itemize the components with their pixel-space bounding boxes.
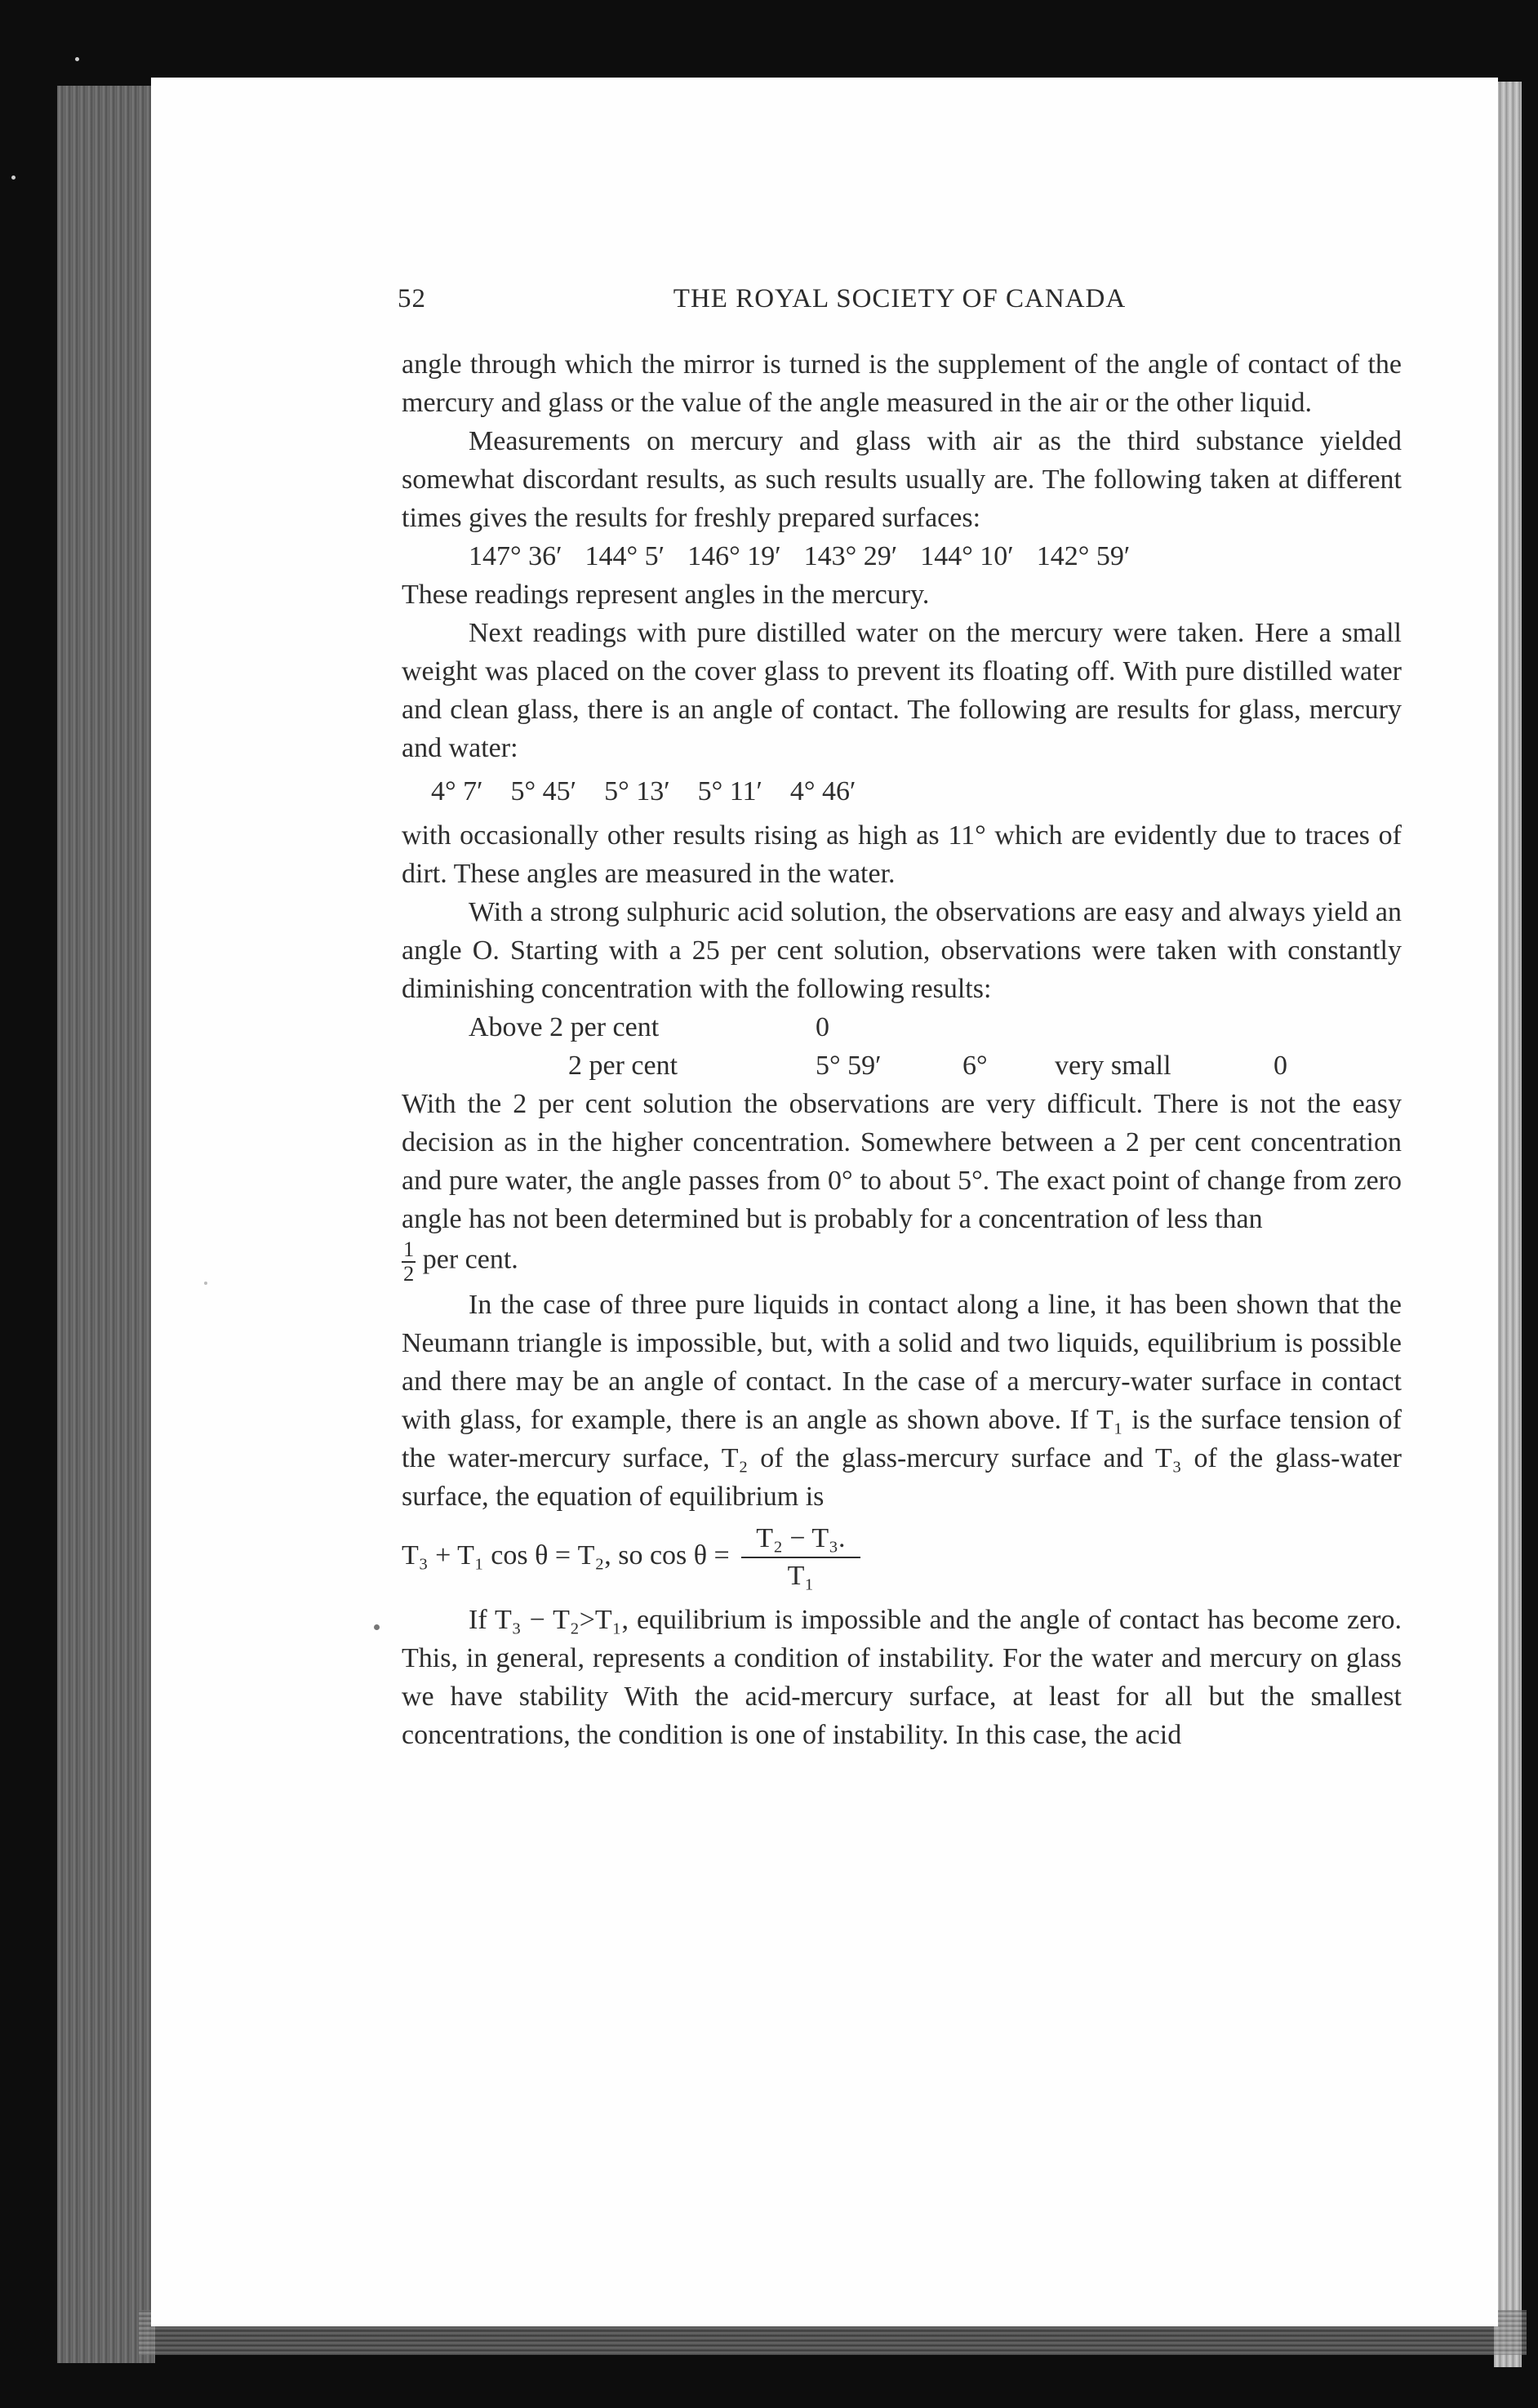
water-value: 5° 11′ bbox=[697, 776, 762, 806]
dust-speck bbox=[374, 1624, 380, 1630]
fraction-denominator: 2 bbox=[403, 1260, 415, 1286]
air-angle-values bbox=[402, 537, 1402, 575]
water-value: 4° 46′ bbox=[789, 776, 856, 806]
acid-row1-label: Above 2 per cent bbox=[469, 1012, 660, 1042]
paragraph-7-main: With the 2 per cent solution the observations are very difficult. There is not the easy decision as in the higher concentration. Somewhere between a 2 per cent concentration and pure water, the angle passes from 0° to about 5°. The exact point of change from zero angle has not been determined but is probably for a concentration of less than bbox=[402, 1089, 1402, 1234]
acid-row2-value-4: 0 bbox=[1274, 1051, 1287, 1081]
dust-speck bbox=[204, 1282, 207, 1285]
acid-row1-value: 0 bbox=[816, 1012, 829, 1042]
paragraph-8: In the case of three pure liquids in contact along a line, it has been shown that the Neumann triangle is impossible, but, with a solid and two liquids, equilibrium is possible and there may be an angle of contact. In the case of a mercury-water surface in contact with glass, for example, there is an angle as shown above. If T₁ is the surface tension of the water-mercury surface, T₂ of the glass-mercury surface and T₃ of the glass-water surface, the equation of equilibrium is bbox=[402, 1289, 1402, 1512]
water-angle-values bbox=[402, 767, 1402, 816]
equation-numerator: T₂ − T₃. bbox=[741, 1521, 860, 1558]
air-value: 143° 29′ bbox=[803, 541, 898, 571]
fraction-numerator: 1 bbox=[403, 1237, 415, 1261]
air-value: 147° 36′ bbox=[469, 541, 562, 571]
running-title: THE ROYAL SOCIETY OF CANADA bbox=[673, 284, 1127, 313]
equation-denominator: T₁ bbox=[787, 1560, 815, 1591]
water-value: 5° 45′ bbox=[510, 776, 577, 806]
water-value: 5° 13′ bbox=[604, 776, 670, 806]
scan-right-edge bbox=[1494, 82, 1522, 2367]
dust-speck bbox=[11, 175, 16, 180]
paragraph-1: angle through which the mirror is turned is the supplement of the angle of contact of the mercury and glass or the value of the angle measured in the air or the other liquid. bbox=[402, 349, 1402, 418]
air-value: 142° 59′ bbox=[1036, 541, 1131, 571]
acid-row2-label: 2 per cent bbox=[568, 1051, 678, 1081]
acid-results-table bbox=[402, 1008, 1402, 1085]
page-header bbox=[398, 284, 1402, 317]
page-number: 52 bbox=[398, 284, 426, 313]
paragraph-6: With a strong sulphuric acid solution, the observations are easy and always yield an angle O. Starting with a 25 per cent solution, observations were taken with constantly diminishing concentration with the following results: bbox=[402, 897, 1402, 1004]
dust-speck bbox=[75, 57, 79, 61]
paragraph-3: These readings represent angles in the mercury. bbox=[402, 580, 930, 610]
body-text bbox=[402, 345, 1402, 1754]
water-value: 4° 7′ bbox=[431, 776, 483, 806]
equation-lhs: T₃ + T₁ cos θ = T₂, so cos θ = bbox=[402, 1539, 730, 1571]
acid-row2-value-3: very small bbox=[1055, 1051, 1171, 1081]
scan-left-edge bbox=[57, 86, 155, 2363]
paragraph-7-tail: per cent. bbox=[422, 1244, 518, 1275]
paragraph-7 bbox=[402, 1085, 1402, 1286]
equilibrium-equation bbox=[402, 1519, 1402, 1594]
half-fraction bbox=[402, 1238, 416, 1286]
air-value: 146° 19′ bbox=[687, 541, 781, 571]
paragraph-9: If T₃ − T₂>T₁, equilibrium is impossible and the angle of contact has become zero. This, in general, represents a condition of instability. For the water and mercury on glass we have stability With the acid-mercury surface, at least for all but the smallest concentrations, the condition is one of instability. In this case, the acid bbox=[402, 1604, 1402, 1750]
paragraph-5: with occasionally other results rising as high as 11° which are evidently due to traces of dirt. These angles are measured in the water. bbox=[402, 820, 1402, 889]
equation-fraction bbox=[741, 1521, 860, 1594]
paragraph-2: Measurements on mercury and glass with air as the third substance yielded somewhat discordant results, as such results usually are. The following taken at different times gives the results for freshly prepared surfaces: bbox=[402, 426, 1402, 533]
acid-row2-value-2: 6° bbox=[962, 1051, 988, 1081]
acid-row2-value-1: 5° 59′ bbox=[816, 1051, 882, 1081]
air-value: 144° 10′ bbox=[920, 541, 1014, 571]
paragraph-4: Next readings with pure distilled water on the mercury were taken. Here a small weight was placed on the cover glass to prevent its floating off. With pure distilled water and clean glass, there is an angle of contact. The following are results for glass, mercury and water: bbox=[402, 618, 1402, 763]
air-value: 144° 5′ bbox=[585, 541, 665, 571]
